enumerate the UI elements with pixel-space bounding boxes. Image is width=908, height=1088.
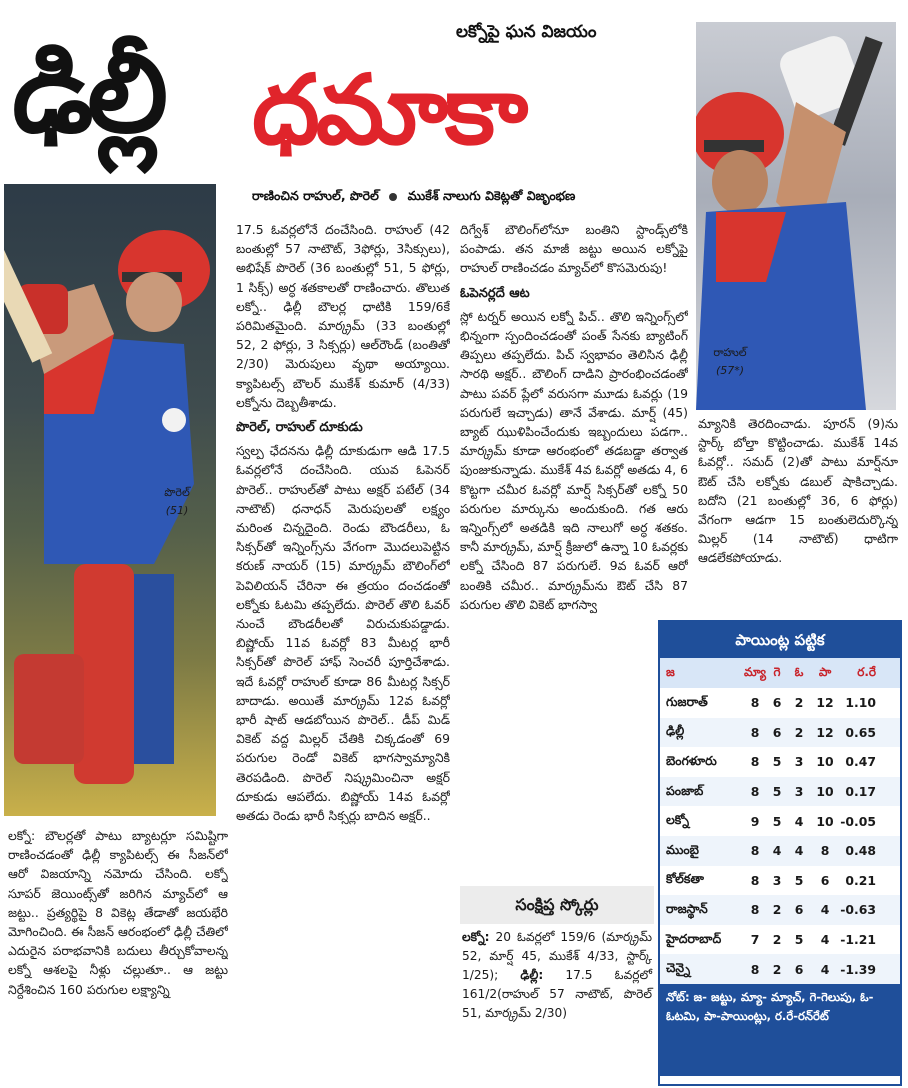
team-name-cell: చెన్నై (666, 960, 691, 976)
scorecard-box (460, 886, 654, 1082)
net-run-rate-cell: 0.21 (845, 872, 876, 888)
matches-cell: 8 (750, 902, 760, 918)
sub-headline-a: రాణించిన రాహుల్, పొరెల్ (252, 188, 379, 203)
header-won: గె (773, 664, 781, 679)
points-cell: 4 (820, 902, 830, 918)
scorecard-title: సంక్షిప్త స్కోర్లు (460, 886, 654, 924)
table-row (660, 895, 900, 925)
sub-headline-b: ముకేశ్ నాలుగు వికెట్లతో విజృంభణ (407, 188, 576, 203)
won-cell: 6 (772, 724, 782, 740)
article-column-1 (8, 826, 228, 1084)
team-name-cell: రాజస్థాన్ (666, 900, 708, 916)
lost-cell: 4 (794, 813, 804, 829)
points-cell: 6 (820, 872, 830, 888)
team-name-cell: పంజాబ్ (666, 782, 704, 798)
header-team: జ (666, 664, 675, 679)
net-run-rate-cell: -0.63 (840, 902, 876, 918)
matches-cell: 8 (750, 724, 760, 740)
matches-cell: 8 (750, 784, 760, 800)
headline-left: ఢిల్లీ (12, 29, 163, 157)
rahul-caption-name: రాహుల్ (713, 346, 747, 359)
team-name-cell: హైదరాబాద్ (666, 930, 722, 946)
table-row (660, 806, 900, 836)
matches-cell: 8 (750, 872, 760, 888)
bullet-dot (389, 193, 397, 201)
rahul-caption (698, 344, 762, 380)
won-cell: 3 (772, 872, 782, 888)
won-cell: 5 (772, 784, 782, 800)
porel-caption (146, 484, 208, 520)
header-lost: ఓ (794, 664, 804, 679)
net-run-rate-cell: -1.21 (840, 932, 876, 948)
article-para: మ్యానికి తెరదించాడు. పూరన్ (9)ను స్టార్క్ బోల్తా కొట్టించాడు. ముకేశ్ 14వ ఓవర్లో.. సమద్ (2)తో పాటు మార్ష్‌నూ ఔట్ చేసి లక్నోకు డబుల్ షాకిచ్చాడు. బదోని (21 బంతుల్లో 36, 6 ఫోర్లు) వేగంగా ఆడగా 15 బంతులెదుర్కొన్న మిల్లర్ (14 నాటౌట్) ధాటిగా ఆడలేకపోయాడు. (698, 416, 898, 566)
net-run-rate-cell: 0.47 (845, 754, 876, 770)
sub-headline (252, 184, 698, 208)
team-name-cell: ముంబై (666, 841, 699, 857)
lost-cell: 4 (794, 843, 804, 859)
points-cell: 4 (820, 932, 830, 948)
points-cell: 12 (816, 695, 834, 711)
headline-right: ధమాకా (252, 54, 525, 166)
lost-cell: 5 (794, 872, 804, 888)
points-table-header (660, 658, 900, 688)
matches-cell: 8 (750, 961, 760, 977)
table-row (660, 718, 900, 748)
headline-kicker: లక్నోపై ఘన విజయం (456, 22, 597, 42)
table-row (660, 777, 900, 807)
header-matches: మ్యా (744, 664, 767, 679)
team-name-cell: లక్నో (666, 812, 690, 828)
matches-cell: 8 (750, 843, 760, 859)
net-run-rate-cell: 0.48 (845, 843, 876, 859)
team-name-cell: ఢిల్లీ (666, 723, 685, 739)
lost-cell: 5 (794, 932, 804, 948)
points-cell: 4 (820, 961, 830, 977)
won-cell: 2 (772, 932, 782, 948)
points-table-title: పాయింట్ల పట్టిక (660, 622, 900, 658)
header-points: పా (818, 664, 832, 679)
net-run-rate-cell: 0.65 (845, 724, 876, 740)
photo-rahul (696, 22, 896, 410)
article-column-3 (460, 220, 688, 880)
photo-porel (4, 184, 216, 816)
team-name-cell: గుజరాత్ (666, 693, 708, 709)
article-para: దిగ్వేశ్ బౌలింగ్‌లోనూ బంతిని స్టాండ్స్‌లోకి పంపాడు. తన మాజీ జట్టు అయిన లక్నోపై రాహుల్ రాణించడం మ్యాచ్‌లో కొసమెరుపు! (460, 222, 688, 276)
team-name-cell: బెంగళూరు (666, 752, 717, 768)
net-run-rate-cell: -0.05 (840, 813, 876, 829)
lost-cell: 3 (794, 754, 804, 770)
table-row (660, 688, 900, 718)
points-cell: 10 (816, 754, 834, 770)
won-cell: 5 (772, 754, 782, 770)
won-cell: 6 (772, 695, 782, 711)
table-row (660, 866, 900, 896)
article-subhead: పొరెల్, రాహుల్ దూకుడు (236, 420, 363, 436)
won-cell: 2 (772, 902, 782, 918)
net-run-rate-cell: -1.39 (840, 961, 876, 977)
won-cell: 4 (772, 843, 782, 859)
points-table-rows (660, 688, 900, 984)
article-subhead: ఓపెనర్లదే ఆట (460, 285, 530, 301)
table-row (660, 925, 900, 955)
article-para: స్లో టర్నర్ అయిన లక్నో పిచ్.. తొలి ఇన్నింగ్స్‌లో భిన్నంగా స్పందించడంతో పంత్ సేనకు బ్యాటింగ్ తిప్పలు తప్పలేదు. పిచ్ స్వభావం తెలిసిన ఢిల్లీ సారథి అక్షర్.. బౌలింగ్ దాడిని ప్రారంభించడంతో పాటు పవర్ ప్లేలో వరుసగా మూడు ఓవర్లు (19 పరుగులే ఇచ్చాడు) తానే వేశాడు. మార్ష్ (45) బ్యాట్ ఝుళిపించేందుకు ఇబ్బందులు పడగా.. మార్క్రమ్ కూడా ఆరంభంలో తడబడ్డా తర్వాత పుంజుకున్నాడు. ముకేశ్ 4వ ఓవర్లో అతడు 4, 6 కొట్టగా చమీర ఓవర్లో మార్ష్ సిక్సర్‌తో లక్నో 50 పరుగుల మార్కును అందుకుంది. గత ఆరు ఇన్నింగ్స్‌లో అతడికి ఇది నాలుగో అర్ధ శతకం. కానీ మార్క్రమ్, మార్ష్ క్రీజులో ఉన్నా 10 ఓవర్లకు లక్నో చేసింది 87 పరుగులే. 9వ ఓవర్ ఆరో బంతికి చమీర.. మార్క్రమ్‌ను ఔట్ చేసి 87 పరుగుల తొలి వికెట్ భాగస్వా (460, 308, 688, 612)
table-row (660, 747, 900, 777)
matches-cell: 9 (750, 813, 760, 829)
article-column-4 (698, 414, 898, 614)
net-run-rate-cell: 0.17 (845, 784, 876, 800)
lost-cell: 6 (794, 961, 804, 977)
points-table-note: నోట్: జ- జట్టు, మ్యా- మ్యాచ్, గె-గెలుపు, ఓ-ఓటమి, పా-పాయింట్లు, ర.రే-రన్‌రేట్ (660, 984, 900, 1076)
points-table (658, 620, 902, 1086)
scorecard-team2: ఢిల్లీ: (520, 968, 544, 982)
points-cell: 8 (820, 843, 830, 859)
matches-cell: 7 (750, 932, 760, 948)
won-cell: 2 (772, 961, 782, 977)
points-cell: 12 (816, 724, 834, 740)
won-cell: 5 (772, 813, 782, 829)
matches-cell: 8 (750, 754, 760, 770)
points-cell: 10 (816, 784, 834, 800)
rahul-caption-score: (57*) (715, 364, 745, 377)
porel-caption-name: పొరెల్ (164, 486, 190, 499)
table-row (660, 836, 900, 866)
table-row (660, 954, 900, 984)
porel-caption-score: (51) (165, 504, 189, 517)
header-nrr: ర.రే (857, 664, 876, 679)
team-name-cell: కోల్‌కతా (666, 871, 704, 887)
lost-cell: 3 (794, 784, 804, 800)
points-cell: 10 (816, 813, 834, 829)
article-column-2 (236, 220, 450, 1080)
net-run-rate-cell: 1.10 (845, 695, 876, 711)
lost-cell: 2 (794, 695, 804, 711)
scorecard-body (460, 928, 654, 1023)
lost-cell: 6 (794, 902, 804, 918)
article-para: లక్నో: బౌలర్లతో పాటు బ్యాటర్లూ సమిష్టిగా రాణించడంతో ఢిల్లీ క్యాపిటల్స్ ఈ సీజన్‌లో ఆరో విజయాన్ని నమోదు చేసింది. లక్నో సూపర్ జెయింట్స్‌తో జరిగిన మ్యాచ్‌లో ఆ జట్టు.. ప్రత్యర్థిపై 8 వికెట్ల తేడాతో జయభేరి మోగించింది. ఈ సీజన్ ఆరంభంలో ఢిల్లీ చేతిలో ఎదురైన పరాభవానికి బదులు తీర్చుకోవాలన్న లక్నో ఆశలపై నీళ్లు చల్లుతూ.. ఆ జట్టు నిర్దేశించిన 160 పరుగుల లక్ష్యాన్ని (8, 828, 228, 997)
lost-cell: 2 (794, 724, 804, 740)
matches-cell: 8 (750, 695, 760, 711)
scorecard-team1: లక్నో: (462, 930, 490, 944)
article-para: 17.5 ఓవర్లలోనే దంచేసింది. రాహుల్ (42 బంతుల్లో 57 నాటౌట్, 3ఫోర్లు, 3సిక్సులు), అభిషేక్ పొరెల్ (36 బంతుల్లో 51, 5 ఫోర్లు, 1 సిక్స్) అర్ధ శతకాలతో రాణించారు. తొలుత లక్నో.. ఢిల్లీ బౌలర్ల ధాటికి 159/6కే పరిమితమైంది. మార్క్రమ్ (33 బంతుల్లో 52, 2 ఫోర్లు, 3 సిక్సర్లు) ఆల్‌రౌండ్ (బంతితో 2/30) మెరుపులు వృథా అయ్యాయి. క్యాపిటల్స్ బౌలర్ ముకేశ్ కుమార్ (4/33) లక్నోను దెబ్బతీశాడు. (236, 222, 450, 410)
scorecard-team1-text: 20 ఓవర్లలో 159/6 (మార్క్రమ్ 52, మార్ష్ 45, ముకేశ్ 4/33, స్టార్క్ 1/25); (462, 930, 652, 982)
scorecard-team2-text: 17.5 ఓవర్లలో 161/2(రాహుల్ 57 నాటౌట్, పొరెల్ 51, మార్క్రమ్ 2/30) (462, 968, 652, 1020)
article-para: స్వల్ప ఛేదనను ఢిల్లీ దూకుడుగా ఆడి 17.5 ఓవర్లలోనే దంచేసింది. యువ ఓపెనర్ పొరెల్.. రాహుల్‌తో పాటు అక్షర్ పటేల్ (34 నాటౌట్) ధనాధన్ మెరుపులతో లక్ష్యం మరింత చిన్నదైంది. రెండు బౌండరీలు, ఓ సిక్సర్‌తో ఇన్నింగ్స్‌ను వేగంగా మొదలుపెట్టిన కరుణ్ నాయర్ (15) మార్క్రమ్ బౌలింగ్‌లో పెవిలియన్ చేరినా ఈ త్రయం దంచడంతో లక్నోకు ఓటమి తప్పలేదు. పొరెల్ తొలి ఓవర్ నుంచే బౌండరీలతో విరుచుకుపడ్డాడు. బిష్ణోయ్ 11వ ఓవర్లో 83 మీటర్ల భారీ సిక్సర్‌తో పొరెల్ హాఫ్ సెంచరీ పూర్తిచేశాడు. ఇదే ఓవర్లో రాహుల్ కూడా 86 మీటర్ల సిక్సర్ బాదాడు. అయితే మార్క్రమ్ 12వ ఓవర్లో భారీ షాట్ ఆడబోయిన పొరెల్.. డీప్ మిడ్ వికెట్ వద్ద మిల్లర్ చేతికి చిక్కడంతో 69 పరుగుల రెండో వికెట్ భాగస్వామ్యానికి తెరపడింది. పొరెల్ నిష్క్రమించినా అక్షర్ దూకుడు ఆపలేదు. బిష్ణోయ్ 14వ ఓవర్లో అతడు రెండు భారీ సిక్సర్లు బాదిన అక్షర్.. (236, 443, 450, 824)
